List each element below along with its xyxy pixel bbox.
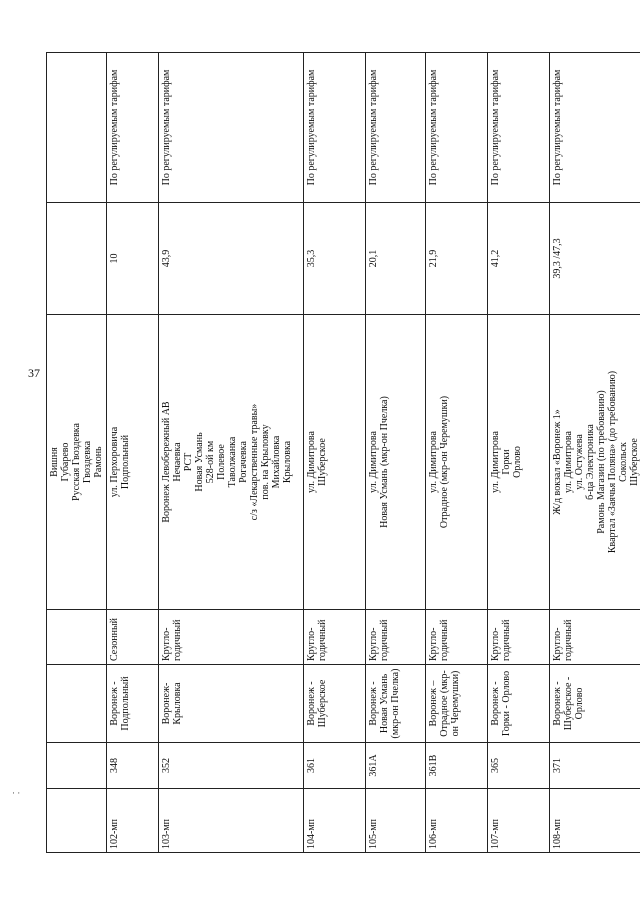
stop-name: Отрадное (мкр-он Черемушки) xyxy=(439,395,450,529)
stop-name: Орлово xyxy=(512,446,523,478)
rotated-page xyxy=(46,53,640,853)
cell-tariff: По регулируемым тарифам xyxy=(550,53,640,203)
cell-mode: Кругло-годичный xyxy=(304,610,366,665)
cell-route: Воронеж - Шуберское xyxy=(304,665,366,743)
stop-name: пов. на Крыловку xyxy=(260,424,271,500)
cell-num xyxy=(47,743,107,789)
cell-km: 35,3 xyxy=(304,203,366,315)
cell-id: 107-мп xyxy=(488,789,550,853)
cell-mode: Кругло-годичный xyxy=(550,610,640,665)
stop-name: Рогачевка xyxy=(238,441,249,483)
cell-stops xyxy=(47,315,107,610)
cell-mode: Кругло-годичный xyxy=(488,610,550,665)
stop-name: Новая Усмань xyxy=(194,432,205,492)
cell-tariff: По регулируемым тарифам xyxy=(304,53,366,203)
stop-name: ул. Димитрова xyxy=(368,431,379,493)
cell-stops xyxy=(304,315,366,610)
stop-name: Гвоздевка xyxy=(82,440,93,484)
cell-mode: Кругло-годичный xyxy=(366,610,426,665)
cell-num: 371 xyxy=(550,743,640,789)
stop-name: ул. Димитрова xyxy=(563,431,574,493)
table-row xyxy=(47,53,107,853)
stop-name: Воронеж Левобережный АВ xyxy=(161,401,172,523)
stop-name: ул. Димитрова xyxy=(428,431,439,493)
table-row xyxy=(159,53,304,853)
cell-stops xyxy=(426,315,488,610)
cell-id: 106-мп xyxy=(426,789,488,853)
cell-stops xyxy=(159,315,304,610)
stop-name: ул. Димитрова xyxy=(306,431,317,493)
cell-mode xyxy=(47,610,107,665)
cell-tariff: По регулируемым тарифам xyxy=(107,53,159,203)
cell-stops xyxy=(366,315,426,610)
cell-km: 10 xyxy=(107,203,159,315)
cell-route: Воронеж - Подпольный xyxy=(107,665,159,743)
cell-num: 365 xyxy=(488,743,550,789)
stop-name: Русская Гвоздевка xyxy=(71,423,82,501)
stop-name: Нечаевка xyxy=(172,442,183,482)
cell-km: 20,1 xyxy=(366,203,426,315)
stop-name: Таволжанка xyxy=(227,436,238,488)
stop-name: Подпольный xyxy=(120,434,131,490)
stop-name: Михайловка xyxy=(271,435,282,489)
stop-name: Рамонь Магазин (по требованию) xyxy=(596,390,607,534)
stop-name: Новая Усмань (мкр-он Пчелка) xyxy=(379,396,390,528)
cell-route: Воронеж- Крыловка xyxy=(159,665,304,743)
cell-id: 104-мп xyxy=(304,789,366,853)
table-row xyxy=(366,53,426,853)
stop-name: 528-ой км xyxy=(205,440,216,484)
cell-route: Воронеж – Отрадное (мкр-он Черемушки) xyxy=(426,665,488,743)
stop-name: Вишня xyxy=(49,447,60,477)
cell-km: 39,3 /47,3 xyxy=(550,203,640,315)
table-row xyxy=(488,53,550,853)
cell-num: 361 xyxy=(304,743,366,789)
cell-tariff: По регулируемым тарифам xyxy=(488,53,550,203)
table-row xyxy=(550,53,640,853)
stop-name: ул. Перхоровича xyxy=(109,426,120,498)
table-row xyxy=(107,53,159,853)
stop-name: Квартал «Заячья Поляна» (до требованию) xyxy=(607,370,618,554)
page-number: 37 xyxy=(28,366,40,380)
stop-name: с/з «Лекарственные травы» xyxy=(249,403,260,521)
table-row xyxy=(304,53,366,853)
cell-num: 348 xyxy=(107,743,159,789)
cell-tariff: По регулируемым тарифам xyxy=(426,53,488,203)
stop-name: Сокольск xyxy=(618,442,629,482)
stop-name: Крыловка xyxy=(282,440,293,484)
cell-km xyxy=(47,203,107,315)
stop-name: РСТ xyxy=(183,452,194,472)
cell-stops xyxy=(107,315,159,610)
cell-km: 43,9 xyxy=(159,203,304,315)
cell-km: 41,2 xyxy=(488,203,550,315)
cell-id xyxy=(47,789,107,853)
cell-stops xyxy=(488,315,550,610)
cell-mode: Сезонный xyxy=(107,610,159,665)
cell-mode: Кругло-годичный xyxy=(426,610,488,665)
cell-route: Воронеж - Новая Усмань (мкр-он Пчелка) xyxy=(366,665,426,743)
cell-id: 108-мп xyxy=(550,789,640,853)
cell-km: 21,9 xyxy=(426,203,488,315)
cell-num: 361А xyxy=(366,743,426,789)
stop-name: Ж/д вокзал «Воронеж 1» xyxy=(552,409,563,515)
margin-mark: · · xyxy=(12,788,21,798)
cell-id: 105-мп xyxy=(366,789,426,853)
cell-num: 352 xyxy=(159,743,304,789)
cell-stops xyxy=(550,315,640,610)
cell-tariff: По регулируемым тарифам xyxy=(366,53,426,203)
stop-name: ул. Димитрова xyxy=(490,431,501,493)
cell-route xyxy=(47,665,107,743)
cell-tariff xyxy=(47,53,107,203)
cell-num: 361В xyxy=(426,743,488,789)
cell-tariff: По регулируемым тарифам xyxy=(159,53,304,203)
stop-name: Горки xyxy=(501,449,512,475)
stop-name: Губарево xyxy=(60,442,71,482)
stop-name: ул. Остужева xyxy=(574,434,585,490)
cell-route: Воронеж - Горки - Орлово xyxy=(488,665,550,743)
cell-id: 103-мп xyxy=(159,789,304,853)
stop-name: Шуберское xyxy=(317,438,328,486)
cell-route: Воронеж - Шуберское - Орлово xyxy=(550,665,640,743)
stop-name: б-ца Электроника xyxy=(585,424,596,500)
routes-table xyxy=(46,52,640,853)
stop-name: Шуберское xyxy=(629,438,640,486)
stop-name: Рамонь xyxy=(93,446,104,478)
table-row xyxy=(426,53,488,853)
cell-id: 102-мп xyxy=(107,789,159,853)
stop-name: Полевое xyxy=(216,444,227,480)
cell-mode: Кругло-годичный xyxy=(159,610,304,665)
